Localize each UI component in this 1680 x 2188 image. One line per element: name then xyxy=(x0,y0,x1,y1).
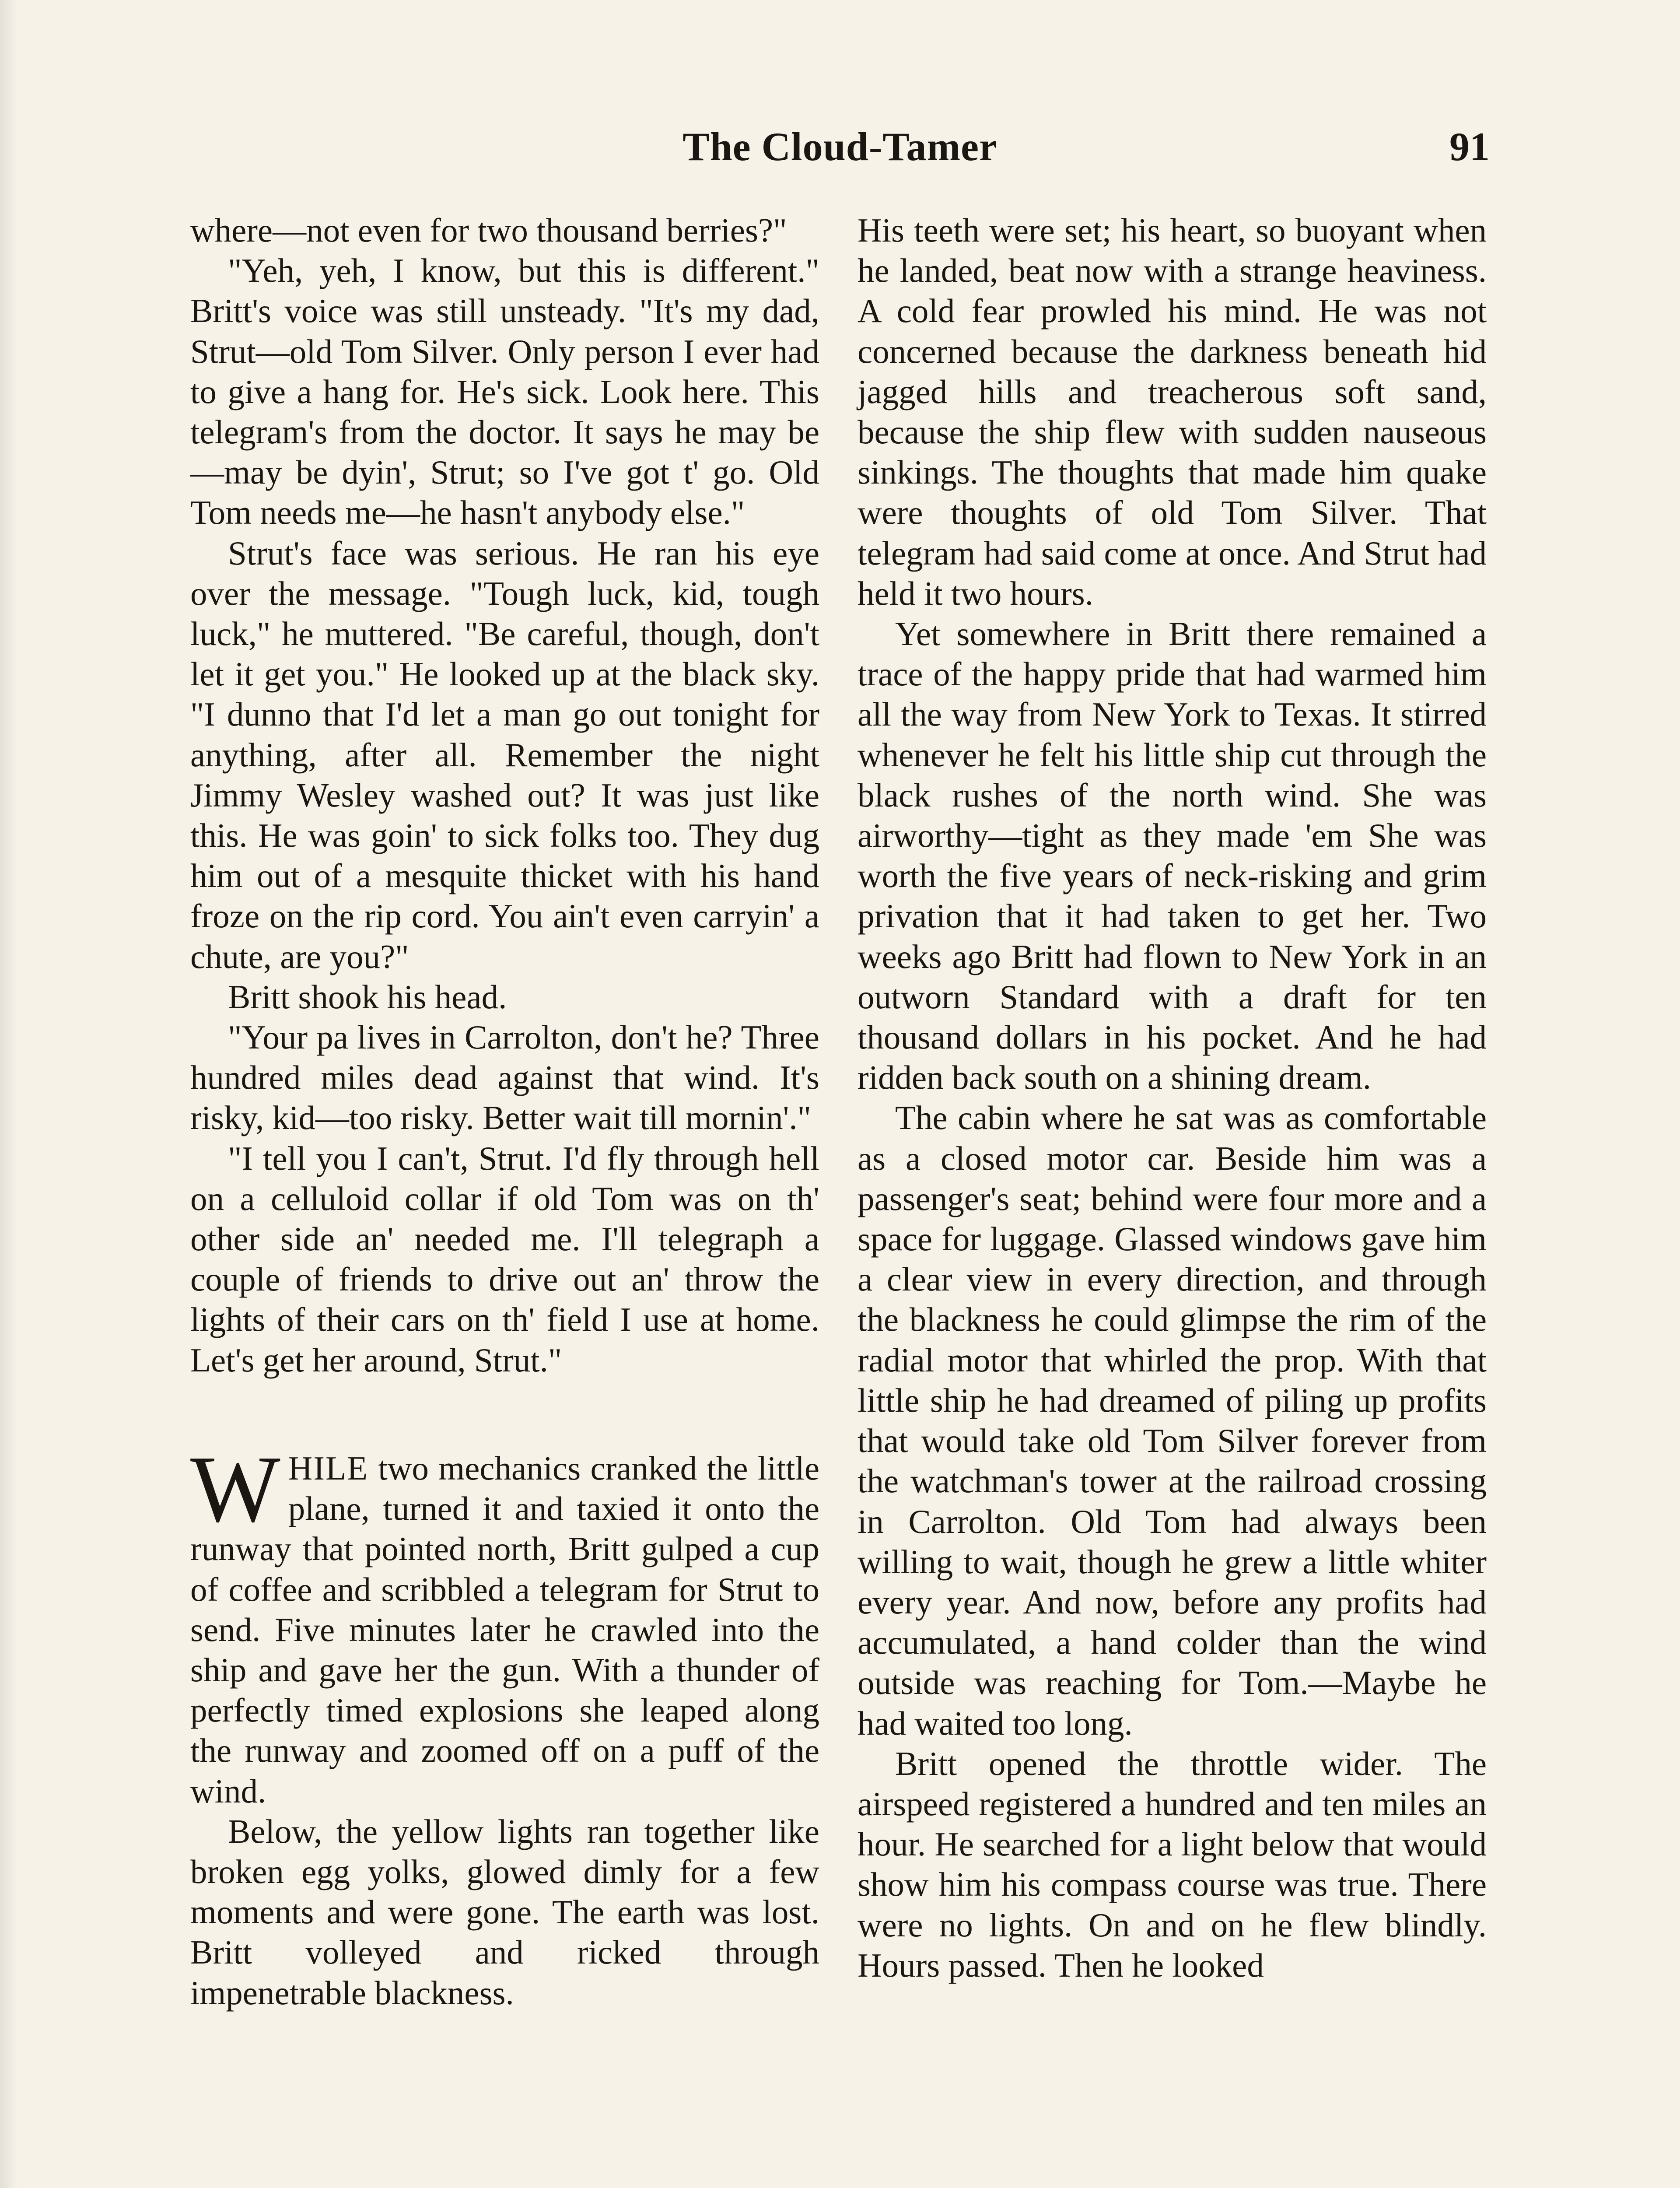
small-caps-lead: HILE xyxy=(288,1449,369,1487)
left-column xyxy=(190,210,819,2013)
page-number: 91 xyxy=(1449,124,1490,169)
running-head xyxy=(190,117,1490,179)
paragraph: "I tell you I can't, Strut. I'd fly through hell on a celluloid collar if old Tom was on th' other side an' needed me. I'll telegraph a couple of friends to drive out an' throw the lights of their cars on th' field I use at home. Let's get her around, Strut." xyxy=(190,1139,819,1379)
running-title: The Cloud-Tamer xyxy=(682,124,998,169)
paragraph: Britt opened the throttle wider. The airspeed registered a hundred and ten miles an hour. He searched for a light below that would show him his compass course was true. There were no lights. On and on he flew blindly. Hours passed. Then he looked xyxy=(858,1744,1487,1984)
paragraph: "Yeh, yeh, I know, but this is different." Britt's voice was still unsteady. "It's my dad, Strut—old Tom Silver. Only person I ever had to give a hang for. He's sick. Look here. This telegram's from the doctor. It says he may be—may be dyin', Strut; so I've got t' go. Old Tom needs me—he hasn't anybody else." xyxy=(190,252,819,532)
section-opening-paragraph xyxy=(190,1436,819,1811)
paragraph: The cabin where he sat was as comfortable as a closed motor car. Beside him was a passenger's seat; behind were four more and a space for luggage. Glassed windows gave him a clear view in every direction, and through the blackness he could glimpse the rim of the radial motor that whirled the prop. With that little ship he had dreamed of piling up profits that would take old Tom Silver forever from the watchman's tower at the railroad crossing in Carrolton. Old Tom had always been willing to wait, though he grew a little whiter every year. And now, before any profits had accumulated, a hand colder than the wind outside was reaching for Tom.—Maybe he had waited too long. xyxy=(858,1099,1487,1742)
paragraph: "Your pa lives in Carrolton, don't he? Three hundred miles dead against that wind. It's risky, kid—too risky. Better wait till mornin'." xyxy=(190,1018,819,1137)
section-text: two mechanics cranked the little plane, turned it and taxied it onto the runway that pointed north, Britt gulped a cup of coffee and scribbled a telegram for Strut to send. Five minutes later he crawled into the ship and gave her the gun. With a thunder of perfectly timed explosions she leaped along the runway and zoomed off on a puff of the wind. xyxy=(190,1449,819,1810)
paragraph: His teeth were set; his heart, so buoyant when he landed, beat now with a strange heaviness. A cold fear prowled his mind. He was not concerned because the darkness beneath hid jagged hills and treacherous soft sand, because the ship flew with sudden nauseous sinkings. The thoughts that made him quake were thoughts of old Tom Silver. That telegram had said come at once. And Strut had held it two hours. xyxy=(858,211,1487,612)
paragraph: Yet somewhere in Britt there remained a trace of the happy pride that had warmed him all the way from New York to Texas. It stirred whenever he felt his little ship cut through the black rushes of the north wind. She was airworthy—tight as they made 'em She was worth the five years of neck-risking and grim privation that it had taken to get her. Two weeks ago Britt had flown to New York in an outworn Standard with a draft for ten thousand dollars in his pocket. And he had ridden back south on a shining dream. xyxy=(858,615,1487,1097)
right-column xyxy=(858,210,1487,1985)
paragraph: where—not even for two thousand berries?" xyxy=(190,211,787,249)
paragraph: Below, the yellow lights ran together like broken egg yolks, glowed dimly for a few moments and were gone. The earth was lost. Britt volleyed and ricked through impenetrable blackness. xyxy=(190,1812,819,2012)
page-edge-shadow xyxy=(0,0,18,2188)
drop-cap: W xyxy=(190,1436,280,1542)
paragraph: Britt shook his head. xyxy=(228,978,507,1016)
paragraph: Strut's face was serious. He ran his eye over the message. "Tough luck, kid, tough luck," he muttered. "Be careful, though, don't let it get you." He looked up at the black sky. "I dunno that I'd let a man go out tonight for anything, after all. Remember the night Jimmy Wesley washed out? It was just like this. He was goin' to sick folks too. They dug him out of a mesquite thicket with his hand froze on the rip cord. You ain't even carryin' a chute, are you?" xyxy=(190,534,819,975)
